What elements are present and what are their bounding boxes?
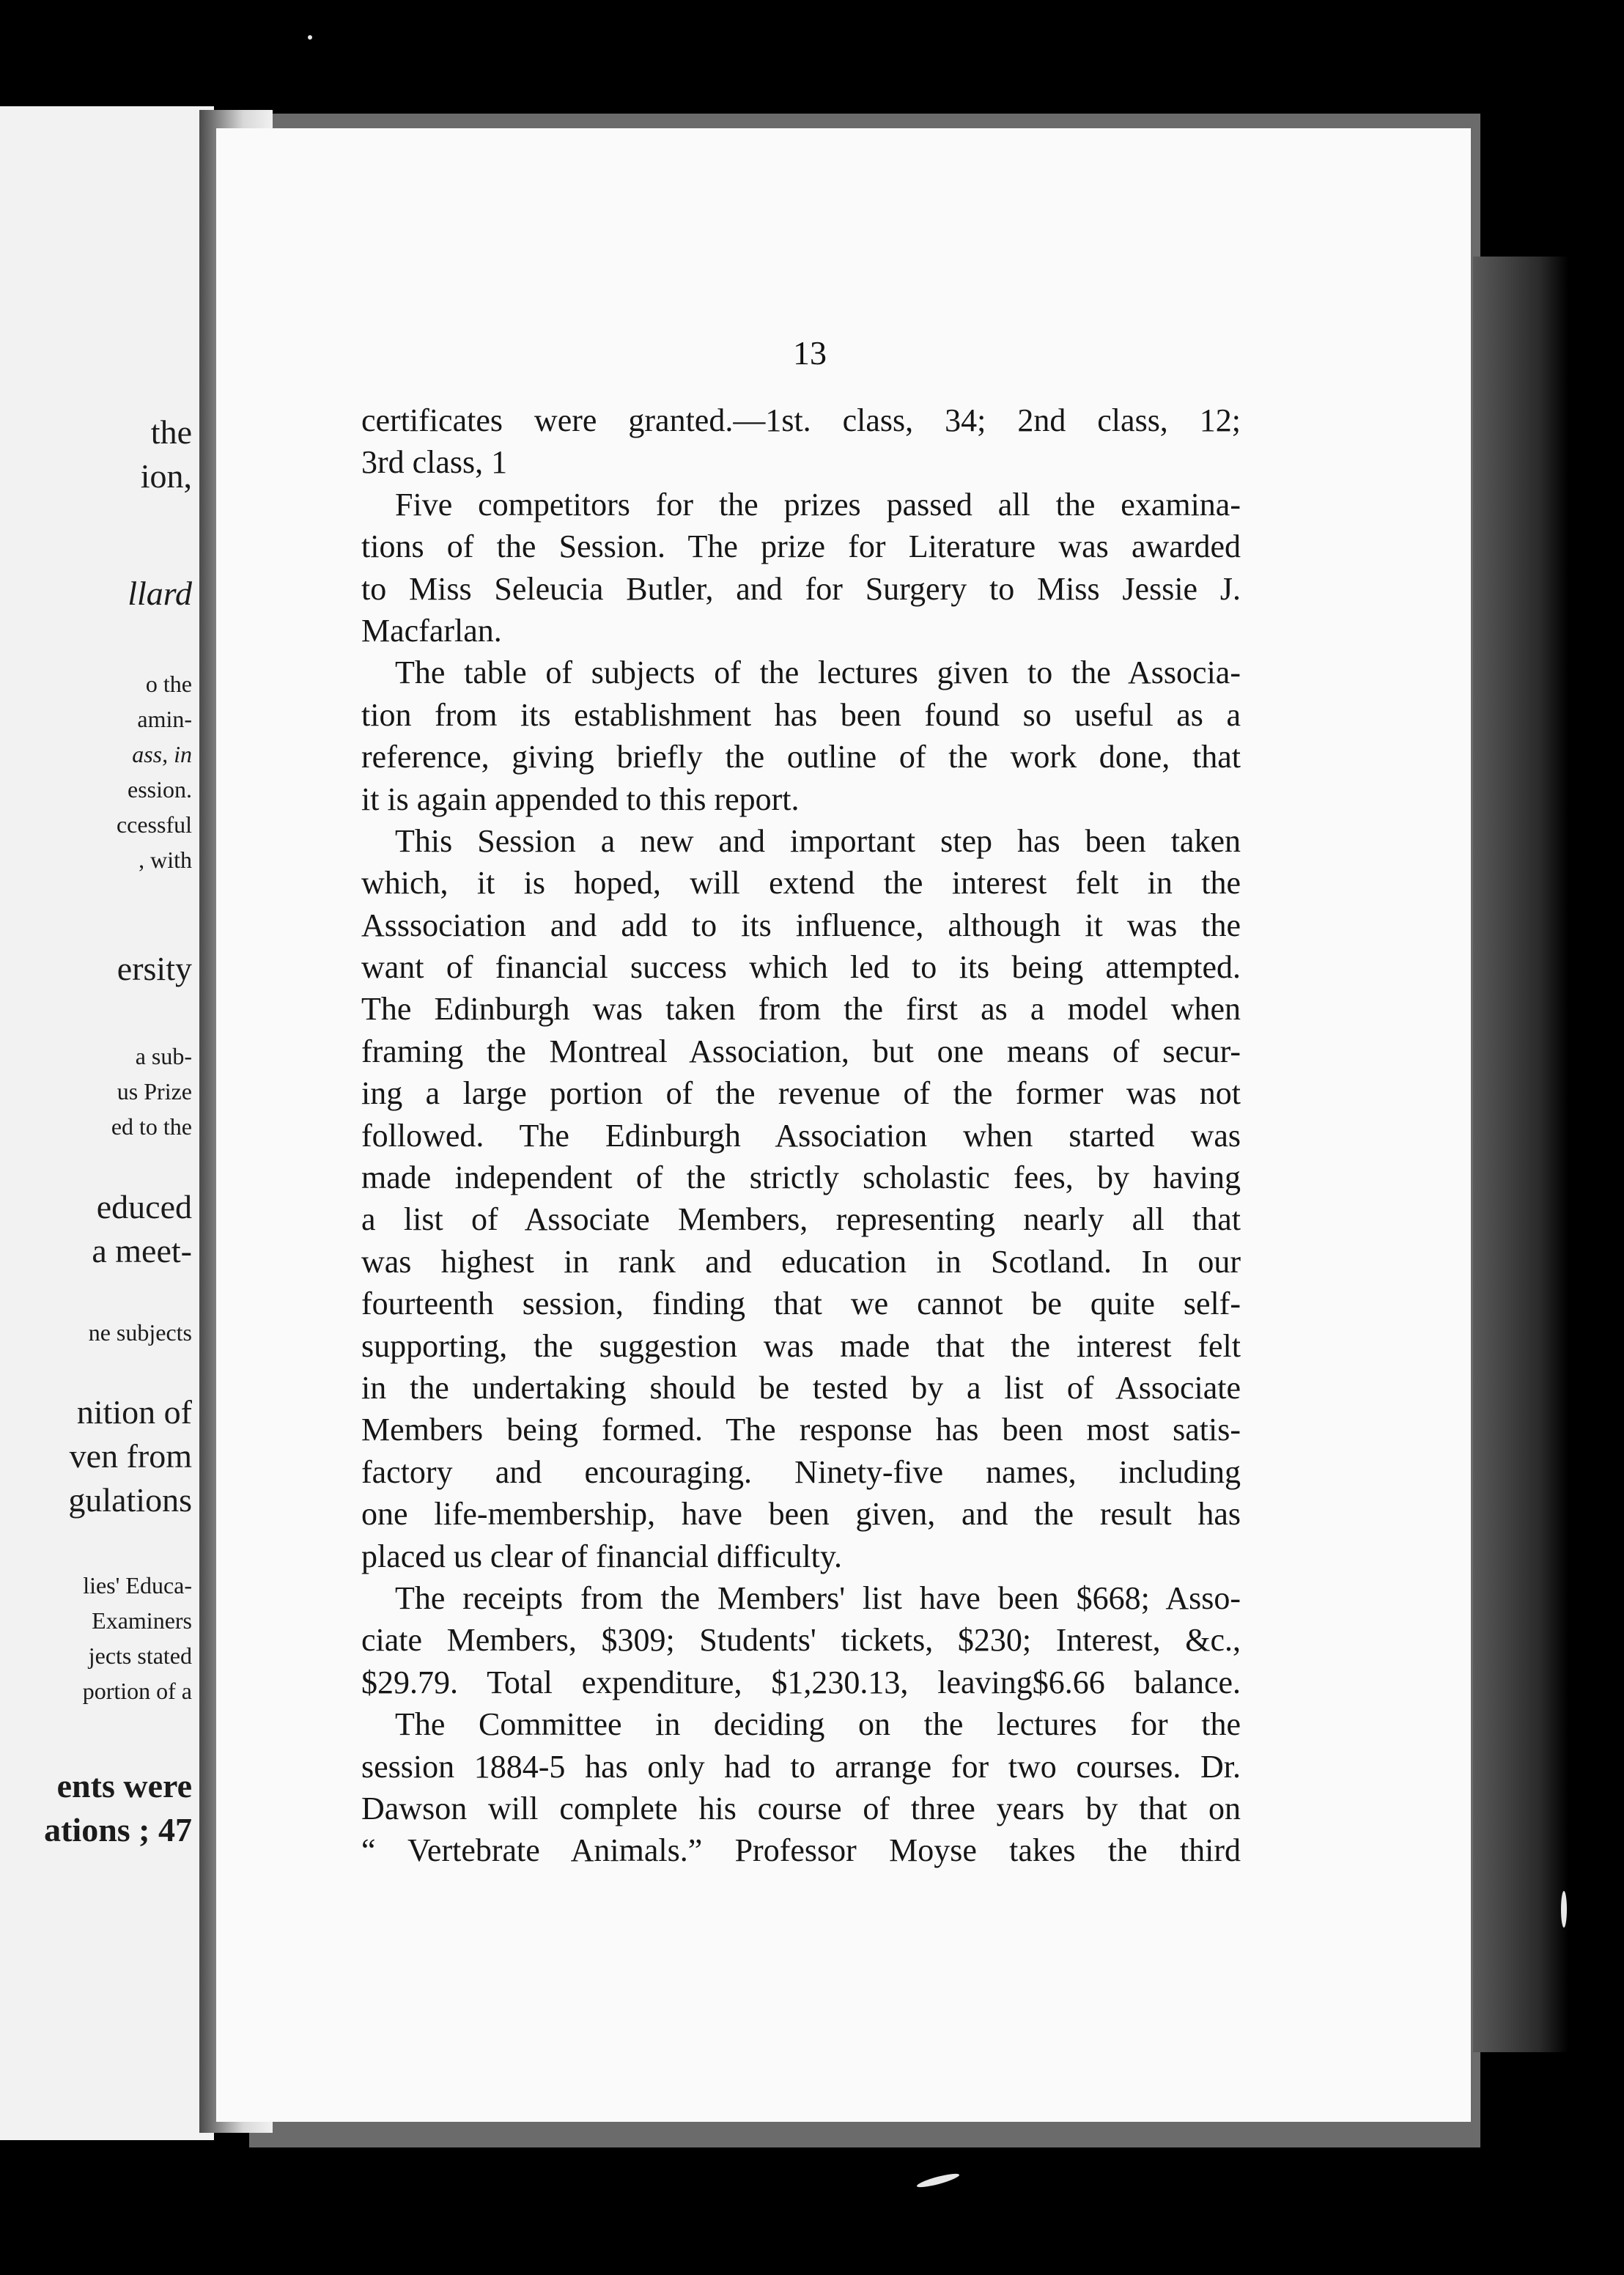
text-line: Dawson will complete his course of three years by that on [361, 1790, 1241, 1826]
left-fragment: educed [96, 1188, 192, 1225]
left-fragment: amin- [137, 706, 192, 732]
text-line: framing the Montreal Association, but one means of secur- [361, 1033, 1241, 1069]
left-fragment: ne subjects [88, 1319, 192, 1346]
text-line: certificates were granted.—1st. class, 34; 2nd class, 12; [361, 402, 1241, 438]
text-line: ciate Members, $309; Students' tickets, $230; Interest, &c., [361, 1622, 1241, 1659]
facing-page-left [0, 106, 214, 2140]
text-line: Asssociation and add to its influence, although it was the [361, 907, 1241, 943]
dust-speck [916, 2171, 961, 2189]
text-line: to Miss Seleucia Butler, and for Surgery to Miss Jessie J. [361, 570, 1241, 607]
text-line: $29.79. Total expenditure, $1,230.13, leaving$6.66 balance. [361, 1664, 1241, 1700]
text-line: one life-membership, have been given, and the result has [361, 1496, 1241, 1533]
left-fragment: the [150, 413, 192, 451]
text-line: Macfarlan. [361, 612, 502, 649]
text-line: The table of subjects of the lectures given to the Associa- [395, 655, 1241, 691]
text-line: followed. The Edinburgh Association when started was [361, 1117, 1241, 1154]
left-fragment: ed to the [111, 1113, 192, 1140]
left-fragment: a sub- [135, 1043, 192, 1069]
text-line: The Edinburgh was taken from the first as a model when [361, 991, 1241, 1028]
left-fragment: llard [128, 575, 192, 612]
text-line: want of financial success which led to its being attempted. [361, 949, 1241, 986]
text-line: tions of the Session. The prize for Literature was awarded [361, 528, 1241, 565]
text-line: a list of Associate Members, representing nearly all that [361, 1201, 1241, 1238]
page-body-text [361, 399, 1241, 1872]
dust-speck [1561, 1891, 1567, 1928]
left-fragment: ersity [117, 950, 192, 987]
left-fragment: ass, in [132, 741, 192, 767]
dust-speck [308, 35, 312, 40]
text-line: This Session a new and important step has been taken [395, 822, 1241, 859]
page-edge-shadow [1473, 257, 1568, 2052]
text-line: factory and encouraging. Ninety-five names, including [361, 1453, 1241, 1490]
left-fragment: , with [139, 847, 192, 873]
text-line: which, it is hoped, will extend the interest felt in the [361, 865, 1241, 901]
text-line: “ Vertebrate Animals.” Professor Moyse takes the third [361, 1832, 1241, 1869]
left-fragment: o the [145, 671, 192, 697]
text-line: ing a large portion of the revenue of the former was not [361, 1075, 1241, 1112]
text-line: it is again appended to this report. [361, 781, 800, 817]
left-fragment: gulations [68, 1481, 192, 1519]
text-line: placed us clear of financial difficulty. [361, 1538, 843, 1574]
left-fragment: us Prize [117, 1078, 192, 1105]
text-line: made independent of the strictly scholastic fees, by having [361, 1159, 1241, 1196]
left-fragment: lies' Educa- [83, 1572, 192, 1599]
left-fragment: jects stated [88, 1642, 192, 1669]
text-line: The receipts from the Members' list have been $668; Asso- [395, 1579, 1241, 1616]
text-line: tion from its establishment has been found so useful as a [361, 696, 1241, 733]
text-line: session 1884-5 has only had to arrange for two courses. Dr. [361, 1748, 1241, 1785]
left-fragment: Examiners [92, 1607, 192, 1634]
text-line: in the undertaking should be tested by a list of Associate [361, 1369, 1241, 1406]
left-fragment: ven from [69, 1437, 192, 1475]
left-fragment: ession. [128, 776, 192, 803]
left-fragment: nition of [76, 1393, 192, 1431]
text-line: was highest in rank and education in Scotland. In our [361, 1243, 1241, 1280]
page-number: 13 [793, 334, 827, 372]
left-fragment: portion of a [82, 1678, 192, 1704]
left-fragment: a meet- [92, 1232, 192, 1269]
left-fragment: ents were [56, 1767, 192, 1804]
left-fragment: ion, [140, 457, 192, 495]
text-line: 3rd class, 1 [361, 444, 508, 481]
text-line: The Committee in deciding on the lectures for the [395, 1706, 1241, 1743]
text-line: Five competitors for the prizes passed all the examina- [395, 486, 1241, 523]
text-line: fourteenth session, finding that we cannot be quite self- [361, 1286, 1241, 1322]
text-line: reference, giving briefly the outline of the work done, that [361, 739, 1241, 775]
left-fragment: ations ; 47 [44, 1811, 192, 1848]
text-line: Members being formed. The response has been most satis- [361, 1412, 1241, 1448]
left-fragment: ccessful [116, 811, 192, 838]
text-line: supporting, the suggestion was made that the interest felt [361, 1327, 1241, 1364]
